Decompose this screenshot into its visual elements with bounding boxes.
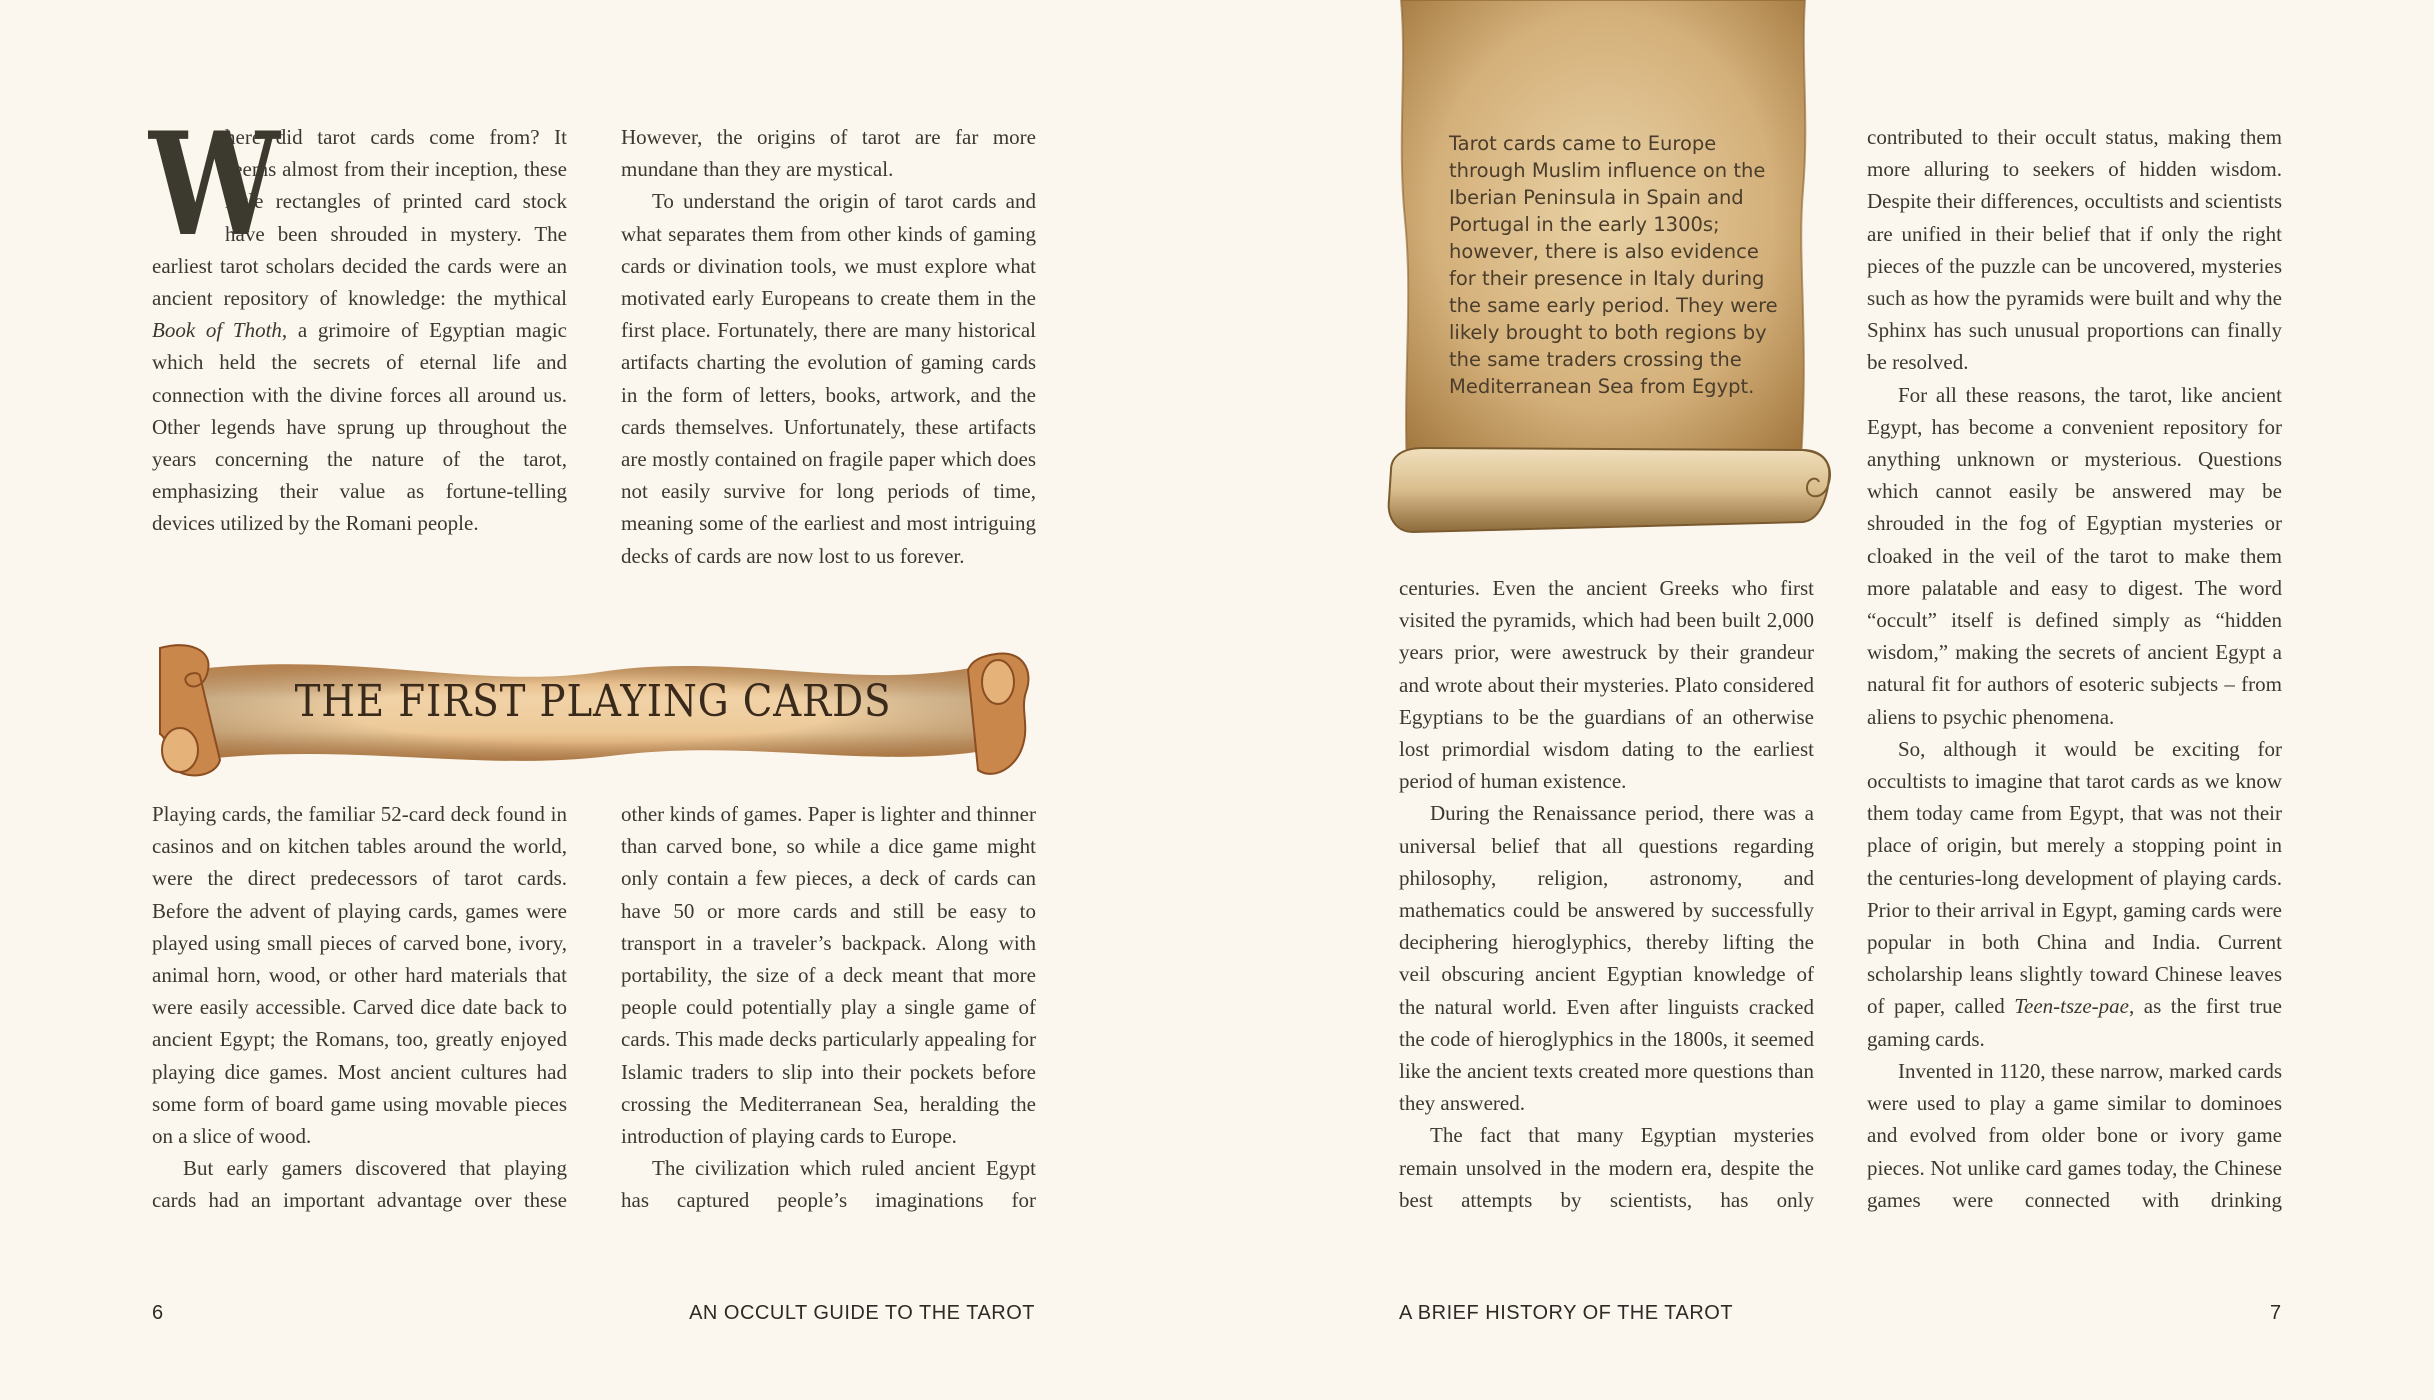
paragraph: contributed to their occult status, making them more alluring to seekers of hidden wisdom. Despite their differences, occultists and scientists are unified in their belief that if only the right pieces of the puzzle can be uncovered, mysteries such as how the pyramids were built and why the Sphinx has such unusual proportions can finally be resolved. xyxy=(1867,125,2282,375)
paragraph: centuries. Even the ancient Greeks who first visited the pyramids, which had been built 2,000 years prior, were awestruck by their grandeur and wrote about their mysteries. Plato considered Egyptians to be the guardians of an otherwise lost primordial wisdom dating to the earliest period of human existence. xyxy=(1399,576,1814,794)
right-column-1 xyxy=(1399,572,1814,1216)
paragraph: For all these reasons, the tarot, like ancient Egypt, has become a convenient repository for anything unknown or mysterious. Questions which cannot easily be answered may be shrouded in the fog of Egyptian mysteries or cloaked in the veil of the tarot to make them more palatable and easy to digest. The word “occult” itself is defined simply as “hidden wisdom,” making the secrets of ancient Egypt a natural fit for authors of esoteric subjects – from aliens to psychic phenomena. xyxy=(1867,382,2282,729)
drop-cap: W xyxy=(149,102,280,268)
paragraph: Invented in 1120, these narrow, marked cards were used to play a game similar to dominoes and evolved from older bone or ivory game pieces. Not unlike card games today, the Chinese games were connected with drinking xyxy=(1867,1058,2282,1212)
paragraph: The civilization which ruled ancient Egypt has captured people’s imaginations for xyxy=(621,1156,1036,1213)
paragraph: However, the origins of tarot are far more mundane than they are mystical. xyxy=(621,125,1036,182)
intro-paragraph: W here did tarot cards come from? It seems almost from their inception, these little rectangles of printed card stock have been shrouded in mystery. The earliest tarot scholars decided the cards were an ancient repository of knowledge: the mythical Book of Thoth, a grimoire of Egyptian magic which held the secrets of eternal life and connection with the divine forces all around us. Other legends have sprung up throughout the years concerning the nature of the tarot, emphasizing their value as fortune-telling devices utilized by the Romani people. xyxy=(149,102,567,536)
sidebar-scroll xyxy=(1383,0,1831,540)
running-head-right: A BRIEF HISTORY OF THE TAROT xyxy=(1399,1302,1734,1324)
book-title: Book of Thoth xyxy=(152,318,282,343)
scroll-callout-text: Tarot cards came to Europe through Muslim influence on the Iberian Peninsula in Spain and Portugal in the early 1300s; however, there is also evidence for their presence in Italy during the same early period. They were likely brought to both regions by the same traders crossing the Mediterranean Sea from Egypt. xyxy=(1449,132,1778,398)
paragraph: The fact that many Egyptian mysteries remain unsolved in the modern era, despite the best attempts by scientists, has only xyxy=(1399,1123,1814,1212)
paragraph: But early gamers discovered that playing cards had an important advantage over these xyxy=(152,1156,567,1213)
page-number-left: 6 xyxy=(152,1302,164,1324)
paragraph: To understand the origin of tarot cards and what separates them from other kinds of gaming cards or divination tools, we must explore what motivated early Europeans to create them in the first place. Fortunately, there are many historical artifacts charting the evolution of gaming cards in the form of letters, books, artwork, and the cards themselves. Unfortunately, these artifacts are mostly contained on fragile paper which does not easily survive for long periods of time, meaning some of the earliest and most intriguing decks of cards are now lost to us forever. xyxy=(621,189,1036,568)
page-number-right: 7 xyxy=(2270,1302,2282,1324)
section-heading: THE FIRST PLAYING CARDS xyxy=(294,676,892,727)
paragraph: During the Renaissance period, there was a universal belief that all questions regarding philosophy, religion, astronomy, and mathematics could be answered by successfully deciphering hieroglyphics, thereby lifting the veil obscuring ancient Egyptian knowledge of the natural world. Even after linguists cracked the code of hieroglyphics in the 1800s, it seemed like the ancient texts created more questions than they answered. xyxy=(1399,801,1814,1116)
paragraph: Playing cards, the familiar 52-card deck found in casinos and on kitchen tables around the world, were the direct predecessors of tarot cards. Before the advent of playing cards, games were played using small pieces of carved bone, ivory, animal horn, wood, or other hard materials that were easily accessible. Carved dice date back to ancient Egypt; the Romans, too, greatly enjoyed playing dice games. Most ancient cultures had some form of board game using movable pieces on a slice of wood. xyxy=(152,802,567,1149)
paragraph: So, although it would be exciting for occultists to imagine that tarot cards as we know them today came from Egypt, that was not their place of origin, but merely a stopping point in the centuries-long development of playing cards. Prior to their arrival in Egypt, gaming cards were popular in both China and India. Current scholarship leans slightly toward Chinese leaves of paper, called Teen-tsze-pae, as the first true gaming cards. xyxy=(1867,736,2283,1051)
right-column-2 xyxy=(1867,121,2282,1216)
paragraph: other kinds of games. Paper is lighter and thinner than carved bone, so while a dice game might only contain a few pieces, a deck of cards can have 50 or more cards and still be easy to transport in a traveler’s backpack. Along with portability, the size of a deck meant that more people could potentially play a single game of cards. This made decks particularly appealing for Islamic traders to slip into their pockets before crossing the Mediterranean Sea, heralding the introduction of playing cards to Europe. xyxy=(621,802,1036,1149)
running-head-left: AN OCCULT GUIDE TO THE TAROT xyxy=(689,1302,1035,1324)
chinese-term: Teen-tsze-pae xyxy=(2014,994,2129,1019)
